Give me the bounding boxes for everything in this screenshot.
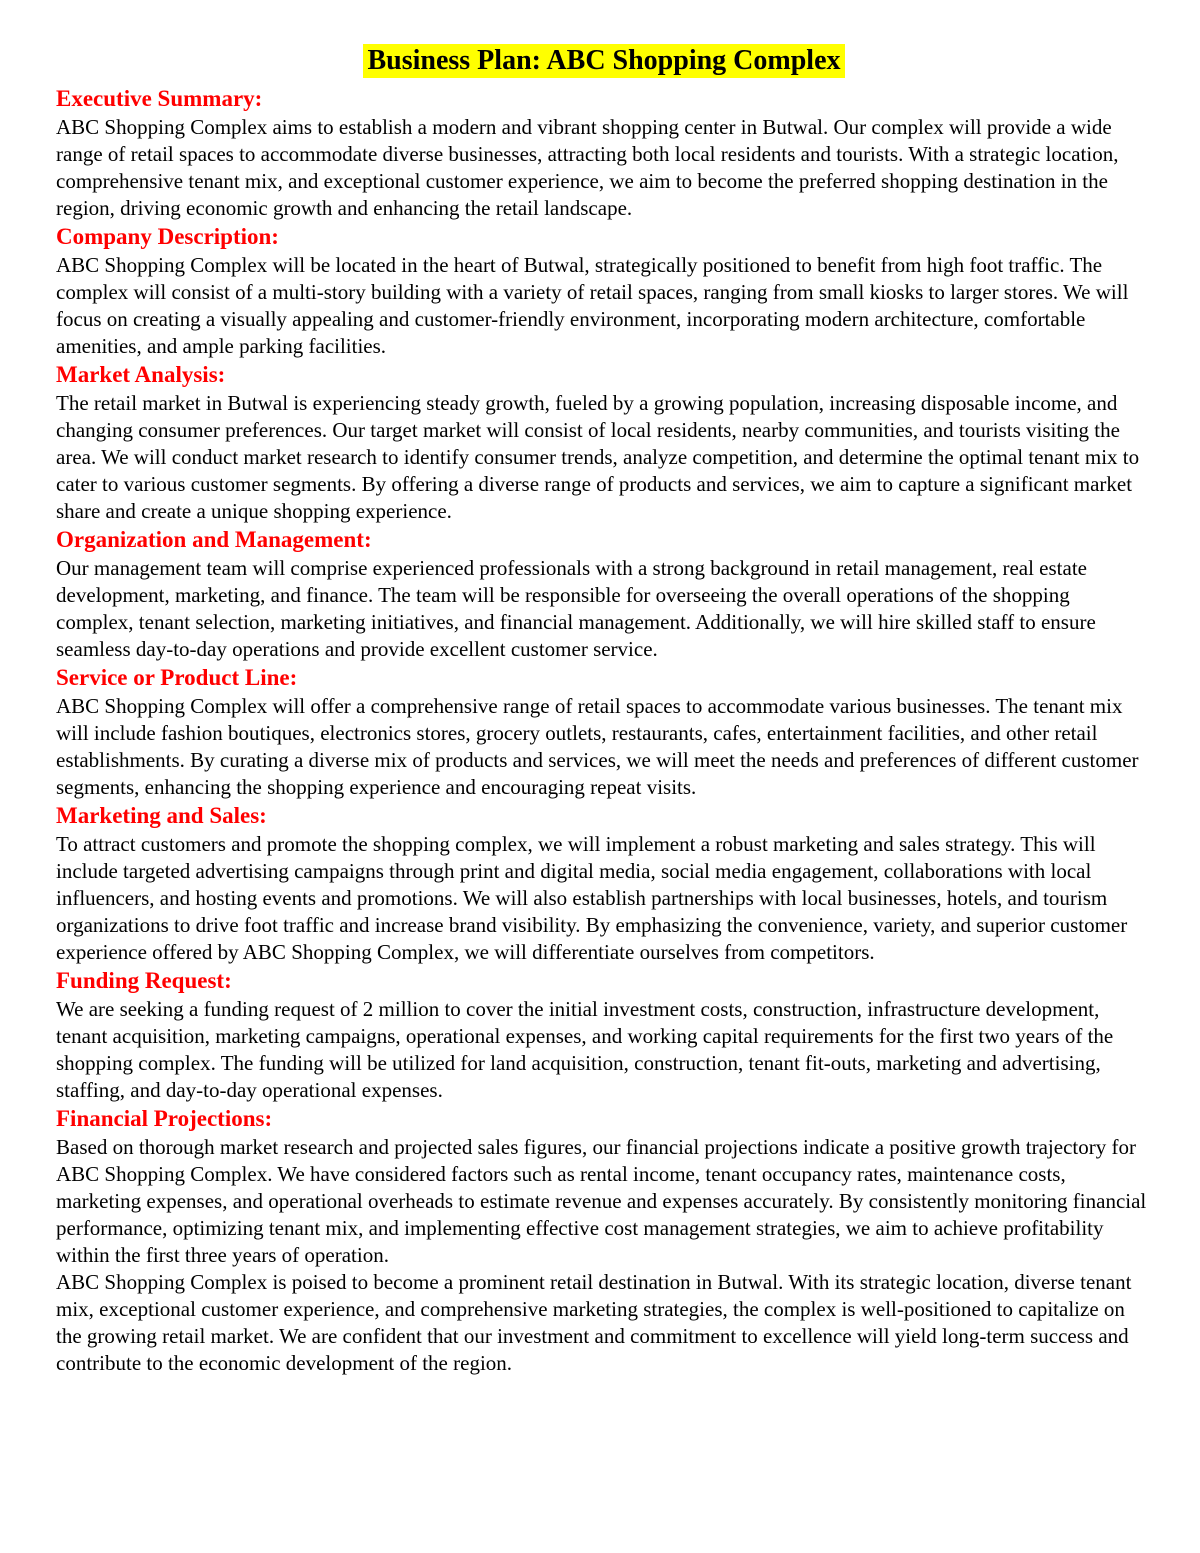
section-body: To attract customers and promote the shopping complex, we will implement a robust marketing and sales strategy. This will include targeted advertising campaigns through print and digital media, social media engagement, collaborations with local influencers, and hosting events and promotions. We will also establish partnerships with local businesses, hotels, and tourism organizations to drive foot traffic and increase brand visibility. By emphasizing the convenience, variety, and superior customer experience offered by ABC Shopping Complex, we will differentiate ourselves from competitors. — [56, 832, 1128, 964]
section-heading: Organization and Management: — [56, 527, 372, 552]
section-body: ABC Shopping Complex will offer a comprehensive range of retail spaces to accommodate various businesses. The tenant mix will include fashion boutiques, electronics stores, grocery outlets, restaurants, cafes, entertainment facilities, and other retail establishments. By curating a diverse mix of products and services, we will meet the needs and preferences of different customer segments, enhancing the shopping experience and encouraging repeat visits. — [56, 694, 1139, 799]
closing-paragraph: ABC Shopping Complex is poised to become a prominent retail destination in Butwal. With its strategic location, diverse tenant mix, exceptional customer experience, and comprehensive marketing strategies, the complex is well-positioned to capitalize on the growing retail market. We are confident that our investment and commitment to excellence will yield long-term success and contribute to the economic development of the region. — [56, 1270, 1132, 1375]
section-marketing-sales — [56, 801, 1152, 966]
section-body: ABC Shopping Complex aims to establish a modern and vibrant shopping center in Butwal. Our complex will provide a wide range of retail spaces to accommodate diverse businesses, attracting both local residents and tourists. With a strategic location, comprehensive tenant mix, and exceptional customer experience, we aim to become the preferred shopping destination in the region, driving economic growth and enhancing the retail landscape. — [56, 115, 1119, 220]
section-heading: Marketing and Sales: — [56, 803, 267, 828]
section-financial-projections — [56, 1104, 1152, 1269]
section-market-analysis — [56, 360, 1152, 525]
section-body: ABC Shopping Complex will be located in the heart of Butwal, strategically positioned to benefit from high foot traffic. The complex will consist of a multi-story building with a variety of retail spaces, ranging from small kiosks to larger stores. We will focus on creating a visually appealing and customer-friendly environment, incorporating modern architecture, comfortable amenities, and ample parking facilities. — [56, 253, 1129, 358]
section-funding-request — [56, 966, 1152, 1104]
section-body: The retail market in Butwal is experiencing steady growth, fueled by a growing population, increasing disposable income, and changing consumer preferences. Our target market will consist of local residents, nearby communities, and tourists visiting the area. We will conduct market research to identify consumer trends, analyze competition, and determine the optimal tenant mix to cater to various customer segments. By offering a diverse range of products and services, we aim to capture a significant market share and create a unique shopping experience. — [56, 391, 1140, 523]
section-organization-management — [56, 525, 1152, 663]
section-body: Based on thorough market research and projected sales figures, our financial projections indicate a positive growth trajectory for ABC Shopping Complex. We have considered factors such as rental income, tenant occupancy rates, maintenance costs, marketing expenses, and operational overheads to estimate revenue and expenses accurately. By consistently monitoring financial performance, optimizing tenant mix, and implementing effective cost management strategies, we aim to achieve profitability within the first three years of operation. — [56, 1135, 1147, 1267]
section-heading: Service or Product Line: — [56, 665, 298, 690]
section-executive-summary — [56, 84, 1152, 222]
section-service-product-line — [56, 663, 1152, 801]
section-heading: Funding Request: — [56, 968, 232, 993]
title-container — [56, 44, 1152, 82]
section-heading: Financial Projections: — [56, 1106, 273, 1131]
section-heading: Market Analysis: — [56, 362, 226, 387]
section-heading: Executive Summary: — [56, 86, 263, 111]
document-page — [56, 44, 1152, 1377]
section-company-description — [56, 222, 1152, 360]
document-title: Business Plan: ABC Shopping Complex — [363, 44, 844, 78]
section-body: We are seeking a funding request of 2 million to cover the initial investment costs, construction, infrastructure development, tenant acquisition, marketing campaigns, operational expenses, and working capital requirements for the first two years of the shopping complex. The funding will be utilized for land acquisition, construction, tenant fit-outs, marketing and advertising, staffing, and day-to-day operational expenses. — [56, 997, 1114, 1102]
section-heading: Company Description: — [56, 224, 279, 249]
section-body: Our management team will comprise experienced professionals with a strong background in retail management, real estate development, marketing, and finance. The team will be responsible for overseeing the overall operations of the shopping complex, tenant selection, marketing initiatives, and financial management. Additionally, we will hire skilled staff to ensure seamless day-to-day operations and provide excellent customer service. — [56, 556, 1096, 661]
